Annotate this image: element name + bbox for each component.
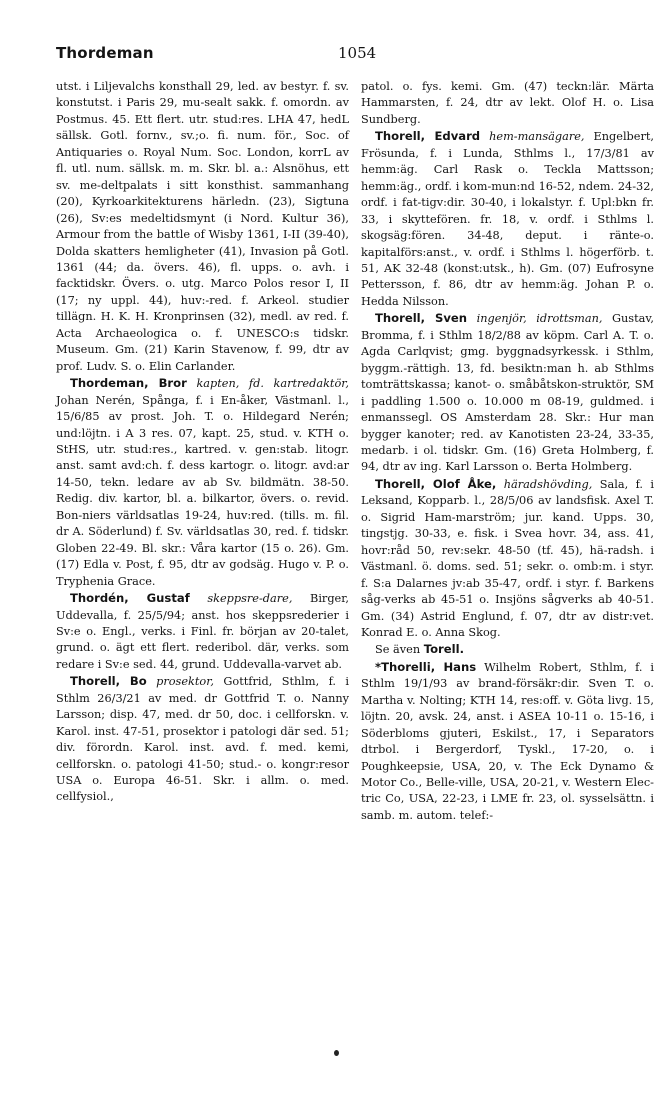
entry-thorell-olof-ake <box>361 476 654 642</box>
entry-continuation <box>361 79 654 128</box>
entry-text: Engelbert, Frösunda, f. i Lunda, Sthlms l., 17/3/81 av hemm:äg. Carl Rask o. Teckla Mattsson; hemm:äg., ordf. i kom-mun:nd 16-52, ndem. 24-32, ordf. i fat-tigv:dir. 30-40, i lokalstyr. f. Upl:bkn fr. 33, i skyttefören. fr. 18, v. ordf. i Sthlms l. skogsäg:fören. 34-48, deput. i ränte-o. kapitalförs:anst., v. ordf. i Sthlms l. högerförb. t. 51, AK 32-48 (konst:utsk., h). Gm. (07) Eufrosyne Pettersson, f. 86, dtr av hemm:äg. Johan P. o. Hedda Nilsson. <box>361 130 655 308</box>
running-head: Thordeman <box>56 44 154 62</box>
page-header <box>56 44 626 68</box>
entry-thorden-gustaf <box>56 590 349 673</box>
entry-headword: Thorell, Edvard <box>375 129 481 144</box>
entry-cross-reference <box>361 641 654 658</box>
entry-occupation: ingenjör, idrottsman, <box>476 312 603 326</box>
entry-headword: *Thorelli, Hans <box>375 659 477 674</box>
entry-text: Gustav, Bromma, f. i Sthlm 18/2/88 av köpm. Carl A. T. o. Agda Carlqvist; gmg. byggnadsyrkessk. i Sthlm, byggm.-rättigh. 13, fd. besiktn:man h. ab Sthlms tomträttskassa; kanot- o. småbåtskon-struktör, SM i paddling 1.500 o. 10.000 m 08-19, guldmed. i enmanssegl. OS Amsterdam 28. Skr.: Hur man bygger kanoter; red. av Kanotisten 23-24, 33-35, medarb. i ol. tidskr. Gm. (16) Greta Holmberg, f. 94, dtr av ing. Karl Larsson o. Berta Holmberg. <box>361 312 655 474</box>
cross-reference-text: Se även <box>375 643 421 657</box>
entry-text: Wilhelm Robert, Sthlm, f. i Sthlm 19/1/93 av brand-försäkr:dir. Sven T. o. Martha v. Nolting; KTH 14, res:off. v. Göta livg. 15, löjtn. 20, avsk. 24, anst. i ASEA 10-11 o. 15-16, i Söderbloms gjuteri, Eskilst., 17, i Separators dtrbol. i Bergerdorf, Tyskl., 17-20, o. i Poughkeepsie, USA, 20, v. The Eck Dynamo & Motor Co., Belle-ville, USA, 20-21, v. Western Elec-tric Co, USA, 22-23, i LME fr. 23, ol. sysselsättn. i samb. m. autom. telef:- <box>361 660 654 822</box>
entry-text: utst. i Liljevalchs konsthall 29, led. av bestyr. f. sv. konstutst. i Paris 29, mu-sealt sakk. f. omordn. av Postmus. 45. Ett flert. utr. stud:res. LHA 47, hedL sällsk. Gotl. fornv., sv.;o. fi. num. för., Soc. of Antiquaries o. Royal Num. Soc. London, korrL av fl. utl. num. sällsk. m. m. Skr. bl. a.: Alsnöhus, ett sv. me-deltpalats i sitt konsthist. sammanhang (20), Kyrkoarkitekturens härledn. (23), Sigtuna (26), Sv:es medeltidsmynt (i Nord. Kultur 36), Armour from the battle of Wisby 1361, I-II (39-40), Dolda skatters hemligheter (41), Invasion på Gotl. 1361 (44; da. övers. 46), fl. upps. o. avh. i facktidskr. Övers. o. utg. Marco Polos resor I, II (17; ny uppl. 44), huv:-red. f. Arkeol. studier tillägn. H. K. H. Kronprinsen (32), medl. av red. f. Acta Archaeologica o. f. UNESCO:s tidskr. Museum. Gm. (21) Karin Stavenow, f. 99, dtr av prof. Ludv. S. o. Elin Carlander. <box>56 80 349 373</box>
entry-occupation: kapten, fd. kartredaktör, <box>196 377 350 391</box>
page-number: 1054 <box>338 44 377 62</box>
right-column <box>361 79 654 824</box>
entry-thorelli-hans <box>361 659 654 825</box>
entry-text: Sala, f. i Leksand, Kopparb. l., 28/5/06 av landsfisk. Axel T. o. Sigrid Ham-marström; jur. kand. Upps. 30, tingstjg. 30-33, e. fisk. i Svea hovr. 34, ass. 41, hovr:råd 50, rev:sekr. 48-50 (tf. 45), hä-radsh. i Västmanl. ö. doms. sed. 51; sekr. o. omb:m. i styr. f. S:a Dalarnes jv:ab 35-47, ordf. i styr. f. Barkens såg-verks ab 45-51 o. Insjöns sågverks ab 40-51. Gm. (34) Astrid Englund, f. 07, dtr av distr:vet. Konrad E. o. Anna Skog. <box>361 477 655 639</box>
entry-headword: Thorell, Bo <box>70 674 147 689</box>
entry-thorell-bo <box>56 673 349 806</box>
entry-thorell-sven <box>361 310 654 476</box>
entry-occupation: prosektor, <box>156 675 214 689</box>
entry-headword: Thordeman, Bror <box>70 376 187 391</box>
entry-occupation: hem-mansägare, <box>489 130 585 144</box>
entry-continuation <box>56 79 349 375</box>
entry-thordeman-bror <box>56 375 349 590</box>
entry-occupation: häradshövding, <box>503 477 593 491</box>
entry-headword: Thorell, Sven <box>375 311 468 326</box>
entry-text: patol. o. fys. kemi. Gm. (47) teckn:lär. Märta Hammarsten, f. 24, dtr av lekt. Olof H. o. Lisa Sundberg. <box>361 80 654 126</box>
entry-occupation: skeppsre-dare, <box>207 592 293 606</box>
cross-reference-headword: Torell. <box>423 642 464 657</box>
entry-text: Johan Nerén, Spånga, f. i En-åker, Västmanl. l., 15/6/85 av prost. Joh. T. o. Hildegard Nerén; und:löjtn. i A 3 res. 07, kapt. 25, stud. v. KTH o. StHS, utr. stud:res., kartred. v. gen:stab. litogr. anst. samt avd:ch. f. dess kartogr. o. litogr. avd:ar 14-50, tekn. ledare av ab Sv. bildmätn. 38-50. Redig. div. kartor, bl. a. bilkartor, övers. o. revid. Bon-niers världsatlas 19-24, huv:red. (tills. m. fil. dr A. Söderlund) f. Sv. världsatlas 30, red. f. tidskr. Globen 22-49. Bl. skr.: Våra kartor (15 o. 26). Gm. (17) Edla v. Post, f. 95, dtr av godsäg. Hugo v. P. o. Tryphenia Grace. <box>56 393 349 588</box>
entry-headword: Thordén, Gustaf <box>70 591 190 606</box>
entry-text: Gottfrid, Sthlm, f. i Sthlm 26/3/21 av med. dr Gottfrid T. o. Nanny Larsson; disp. 47, med. dr 50, doc. i cellforskn. v. Karol. inst. 47-51, prosektor i patologi där sed. 51; div. förordn. Karol. inst. avd. f. med. kemi, cellforskn. o. patologi 41-50; stud.- o. kongr:resor USA o. Europa 46-51. Skr. i allm. o. med. cellfysiol., <box>56 675 349 804</box>
entry-headword: Thorell, Olof Åke, <box>375 476 497 491</box>
entry-text: Birger, Uddevalla, f. 25/5/94; anst. hos skeppsrederier i Sv:e o. Engl., verks. i Finl. fr. början av 20-talet, grund. o. ägt ett flert. rederibol. där, verks. som redare i Sv:e sed. 44, grund. Uddevalla-varvet ab. <box>56 592 349 671</box>
left-column <box>56 79 349 806</box>
page-mark-dot <box>334 1050 339 1056</box>
entry-thorell-edvard <box>361 128 654 310</box>
